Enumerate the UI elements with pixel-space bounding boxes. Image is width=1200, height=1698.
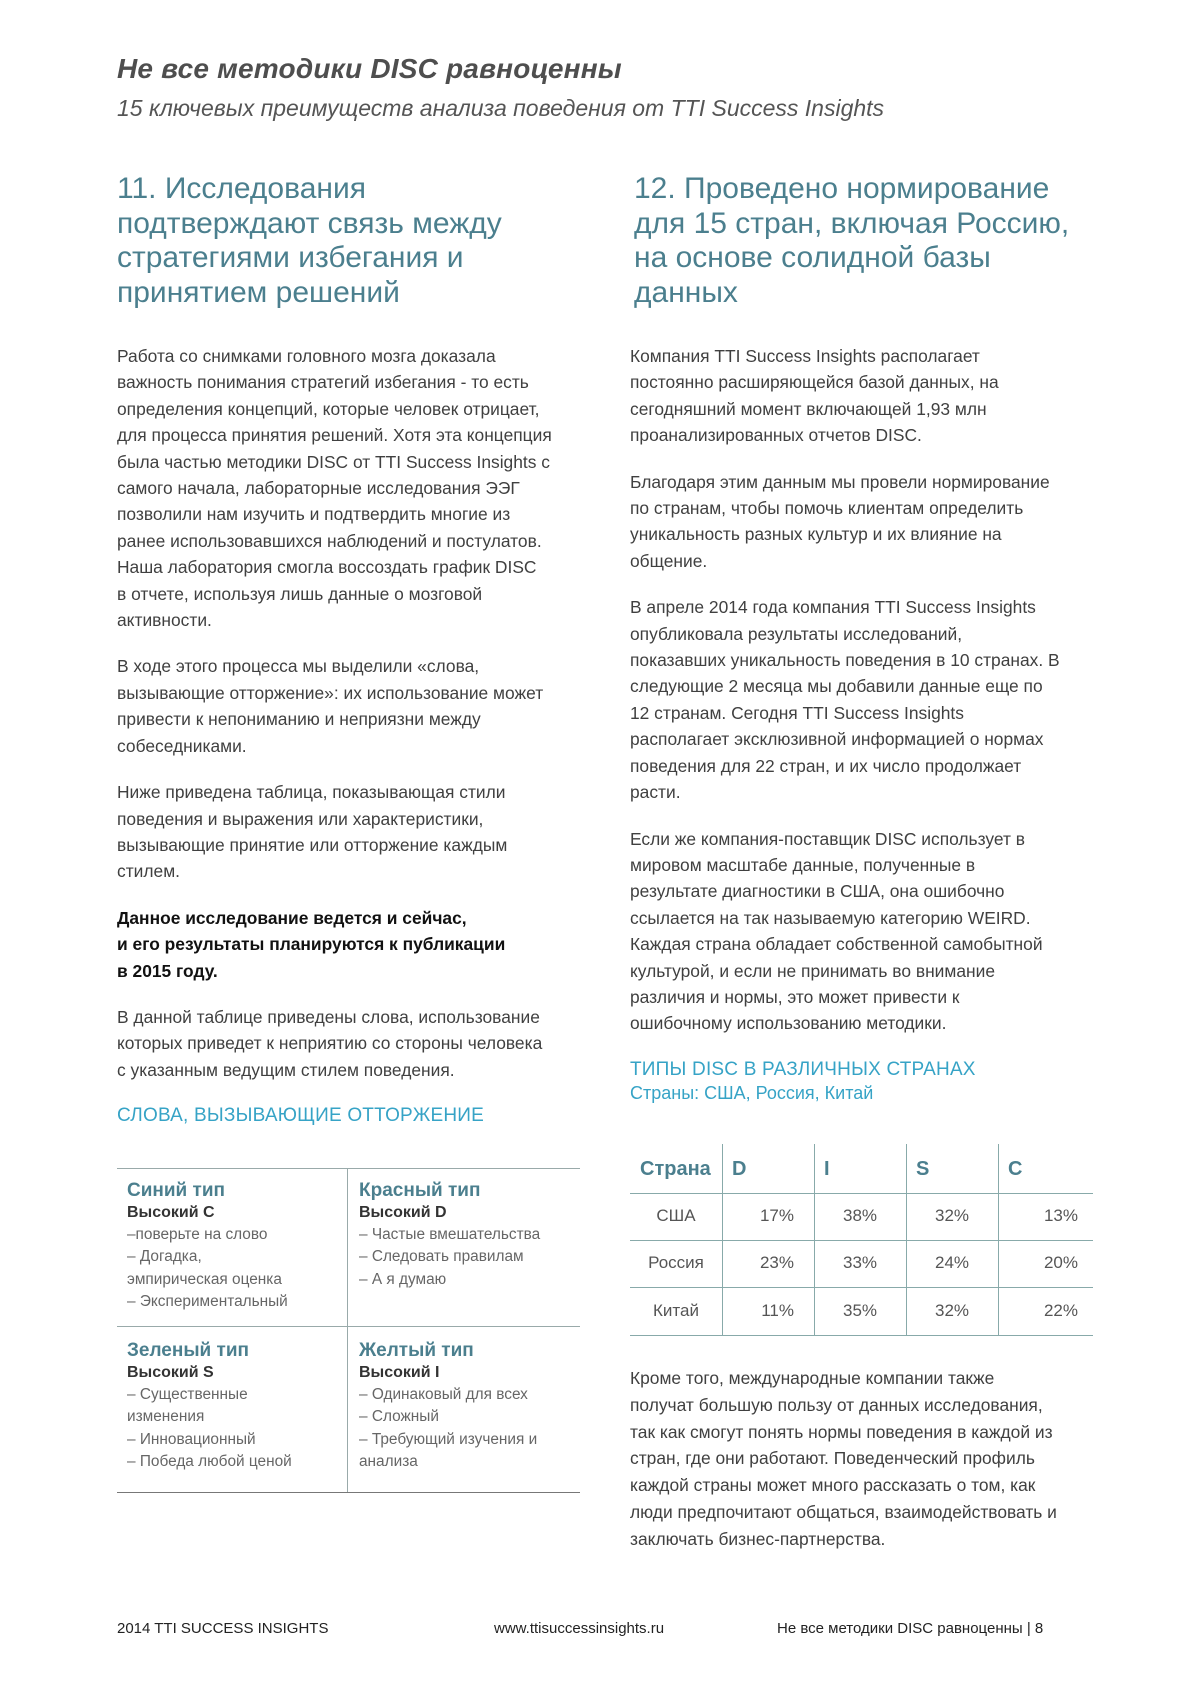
table-cell: Россия — [648, 1253, 704, 1272]
footer-website-link[interactable]: www.ttisuccessinsights.ru — [494, 1620, 665, 1637]
words-list: – Одинаковый для всех – Сложный – Требующий изучения и анализа — [359, 1386, 538, 1470]
table-divider — [347, 1168, 348, 1492]
right-paragraph-4: Если же компания-поставщик DISC использует в мировом масштабе данные, полученные в результате диагностики в США, она ошибочно ссылается на так называемую категорию WEIRD. Каждая страна обладает собственной самобытной культурой, и если не принимать во внимание различия и нормы, это может привести к ошибочному использованию методики. — [630, 828, 1043, 1034]
words-cell-red — [359, 1180, 574, 1291]
type-label: Желтый тип — [359, 1340, 474, 1361]
table-header-c: C — [1008, 1158, 1023, 1180]
table-cell: 24% — [934, 1253, 970, 1272]
style-label: Высокий I — [359, 1364, 440, 1381]
words-list: – Существенные изменения – Инновационный – Победа любой ценой — [127, 1386, 292, 1470]
style-label: Высокий S — [127, 1364, 214, 1381]
table-divider — [630, 1193, 1093, 1194]
right-column — [630, 172, 1100, 1104]
words-cell-yellow — [359, 1340, 574, 1473]
table-divider — [117, 1168, 580, 1169]
table-cell: 20% — [1043, 1253, 1078, 1272]
table-cell: Китай — [653, 1301, 699, 1320]
style-label: Высокий С — [127, 1204, 215, 1221]
table-cell: 17% — [759, 1206, 794, 1225]
table-cell: США — [656, 1206, 696, 1225]
table-cell: 33% — [842, 1253, 878, 1272]
table-cell: 35% — [842, 1301, 878, 1320]
table-cell: 13% — [1043, 1206, 1078, 1225]
left-paragraph-3: Ниже приведена таблица, показывающая стили поведения и выражения или характеристики, вызывающие принятие или отторжение каждым стилем. — [117, 782, 508, 882]
table-divider — [117, 1326, 580, 1327]
right-paragraph-5: Кроме того, международные компании также получат большую пользу от данных исследования, так как смогут понять нормы поведения в каждой из стран, где они работают. Поведенческий профиль каждой страны может много рассказать о том, как люди предпочитают общаться, взаимодействовать и заключать бизнес-партнерства. — [630, 1368, 1057, 1549]
words-cell-green — [127, 1340, 342, 1473]
table-cell: 22% — [1043, 1301, 1078, 1320]
section-12-title: 12. Проведено нормирование для 15 стран, включая Россию, на основе солидной базы данных — [634, 172, 1070, 309]
left-column — [117, 172, 587, 1127]
table-header-country: Страна — [640, 1158, 711, 1180]
table-divider — [630, 1335, 1093, 1336]
type-label: Зеленый тип — [127, 1340, 249, 1361]
footer-copyright: 2014 TTI SUCCESS INSIGHTS — [117, 1620, 329, 1637]
table-cell: 32% — [934, 1206, 970, 1225]
words-table-caption: СЛОВА, ВЫЗЫВАЮЩИЕ ОТТОРЖЕНИЕ — [117, 1105, 484, 1127]
left-paragraph-1: Работа со снимками головного мозга доказала важность понимания стратегий избегания - то есть определения концепций, которые человек отрицает, для процесса принятия решений. Хотя эта концепция была частью методики DISC от TTI Success Insights с самого начала, лабораторные исследования ЭЭГ позволили нам изучить и подтвердить многие из ранее использовавшихся наблюдений и постулатов. Наша лаборатория смогла воссоздать график DISC в отчете, используя лишь данные о мозговой активности. — [117, 346, 552, 631]
footer-page-info: Не все методики DISC равноценны | 8 — [777, 1620, 1044, 1637]
right-paragraph-1: Компания TTI Success Insights располагает постоянно расширяющейся базой данных, на сегодняшний момент включающей 1,93 млн проанализированных отчетов DISC. — [630, 346, 999, 446]
table-cell: 11% — [761, 1301, 794, 1320]
words-cell-blue — [127, 1180, 342, 1313]
section-11-title: 11. Исследования подтверждают связь между стратегиями избегания и принятием решений — [117, 172, 502, 309]
table-cell: 38% — [842, 1206, 878, 1225]
table-divider — [117, 1492, 580, 1493]
table-divider — [630, 1240, 1093, 1241]
table-header-s: S — [916, 1158, 930, 1180]
style-label: Высокий D — [359, 1204, 447, 1221]
page-subtitle: 15 ключевых преимуществ анализа поведения от TTI Success Insights — [117, 95, 885, 121]
country-table — [630, 1144, 1093, 1344]
type-label: Синий тип — [127, 1180, 225, 1201]
table-cell: 32% — [934, 1301, 970, 1320]
words-list: – Частые вмешательства – Следовать правилам – А я думаю — [359, 1226, 541, 1288]
country-table-caption: ТИПЫ DISC В РАЗЛИЧНЫХ СТРАНАХ — [630, 1058, 976, 1080]
table-cell: 23% — [759, 1253, 794, 1272]
table-divider — [630, 1287, 1093, 1288]
country-table-subcaption: Страны: США, Россия, Китай — [630, 1082, 874, 1103]
right-paragraph-3: В апреле 2014 года компания TTI Success Insights опубликовала результаты исследований, показавших уникальность поведения в 10 странах. В следующие 2 месяца мы добавили данные еще по 12 странам. Сегодня TTI Success Insights располагает эксклюзивной информацией о нормах поведения для 22 стран, и их число продолжает расти. — [630, 597, 1060, 803]
left-paragraph-2: В ходе этого процесса мы выделили «слова, вызывающие отторжение»: их использование может привести к непониманию и неприязни между собеседниками. — [117, 656, 544, 756]
page-title: Не все методики DISC равноценны — [117, 53, 622, 84]
table-header-d: D — [732, 1158, 747, 1180]
right-paragraph-2: Благодаря этим данным мы провели нормирование по странам, чтобы помочь клиентам определить уникальность разных культур и их влияние на общение. — [630, 471, 1050, 571]
left-paragraph-bold: Данное исследование ведется и сейчас, и его результаты планируются к публикации в 2015 году. — [117, 907, 506, 981]
left-paragraph-5: В данной таблице приведены слова, использование которых приведет к неприятию со стороны человека с указанным ведущим стилем поведения. — [117, 1006, 543, 1080]
table-header-i: I — [824, 1158, 830, 1180]
type-label: Красный тип — [359, 1180, 481, 1201]
words-list: –поверьте на слово – Догадка, эмпирическая оценка – Экспериментальный — [127, 1226, 288, 1310]
